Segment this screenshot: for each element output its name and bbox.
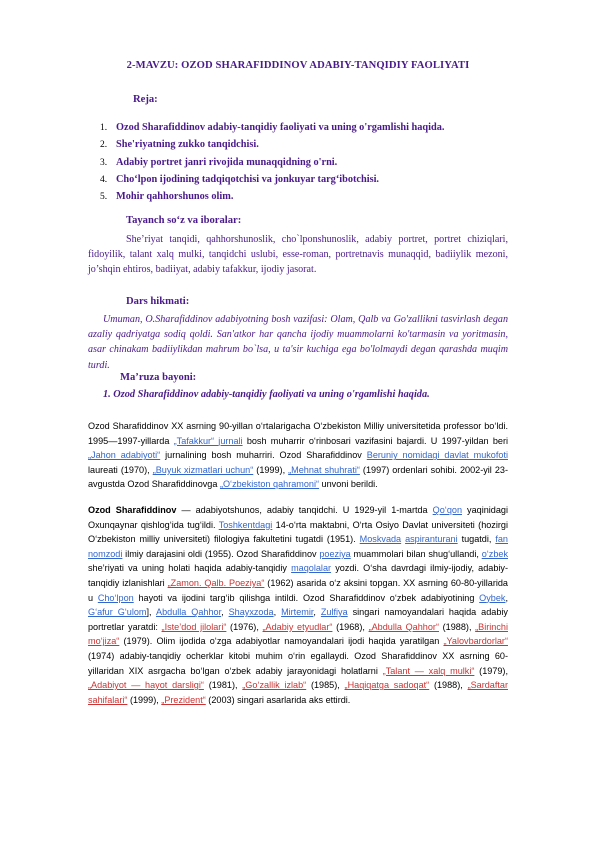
- link-zamon-qalb-poeziya[interactable]: „Zamon. Qalb. Poeziya“: [167, 577, 265, 588]
- text-run: laureati (1970),: [88, 464, 153, 475]
- plan-item: [100, 122, 520, 139]
- link-qoqon[interactable]: Qo‘qon: [432, 505, 462, 515]
- plan-item-text: Ozod Sharafiddinov adabiy-tanqidiy faoliyati va uning o'rgamlishi haqida.: [116, 122, 445, 133]
- text-run: 14-o‘rta maktabni, O‘rta Osiyo Davlat universiteti (hozirgi O‘zbekiston milliy universiteti) filologiya fakultetini tugatdi (1951).: [88, 519, 508, 545]
- text-run: — adabiyotshunos, adabiy tanqidchi. U 1929-yil 1-martda: [176, 505, 433, 515]
- biography-paragraph-2: [88, 503, 508, 707]
- text-run: (1988),: [438, 621, 476, 632]
- link-abdulla-qahhor-book[interactable]: „Abdulla Qahhor“: [368, 621, 439, 632]
- plan-item: [100, 157, 520, 174]
- text-run: (1997) ordenlari sohibi. 2002-yil 23-avgustda Ozod Sharafiddinovga: [88, 464, 508, 490]
- text-run: ,: [221, 607, 229, 618]
- text-run: (1988),: [429, 680, 468, 691]
- link-mehnat-shuhrati-order[interactable]: „Mehnat shuhrati“: [288, 464, 360, 475]
- plan-item-text: Mohir qahhorshunos olim.: [116, 191, 234, 203]
- link-adabiyot-hayot-darsligi[interactable]: „Adabiyot — hayot darsligi“: [88, 680, 204, 691]
- link-isteddod-jilolari[interactable]: „Iste’dod jilolari“: [161, 621, 227, 632]
- text-run: (1981),: [203, 680, 243, 691]
- link-maqolalar[interactable]: maqolalar: [291, 563, 332, 574]
- plan-item-text: Cho‘lpon ijodining tadqiqotchisi va jonkuyar targ‘ibotchisi.: [116, 173, 380, 185]
- text-run: ,: [273, 607, 282, 618]
- plan-item-number: 3.: [100, 157, 108, 168]
- text-run: (1979),: [474, 665, 508, 676]
- plan-heading: Reja:: [133, 94, 158, 105]
- text-run: yozdi. O‘sha davrdagi ilmiy-ijodiy, adabiy-tanqidiy izlanishlari: [88, 563, 508, 588]
- text-run: bosh muharrir o‘rinbosari vazifasini bajardi. U 1997-yildan beri: [242, 435, 509, 446]
- text-run: unvoni berildi.: [319, 479, 378, 490]
- link-toshkent[interactable]: Toshkentdagi: [218, 519, 273, 530]
- text-run: (1974) adabiy-tanqidiy ocherklar kitobi muhim o‘rin egallaydi. Ozod Sharafiddinov XX asrning 60-yillaridan XIX asrgacha bo‘lgan o‘zbek adabiy jarayonidagi holatlarni: [88, 650, 508, 676]
- text-run: (1985),: [306, 680, 345, 691]
- link-poeziya[interactable]: poeziya: [319, 548, 351, 559]
- text-run: ilmiy darajasini oldi (1955). Ozod Sharafiddinov: [122, 548, 320, 559]
- plan-list: [100, 122, 520, 208]
- text-run: ,: [313, 607, 321, 618]
- text-run: (1976),: [226, 621, 263, 632]
- link-sardaftar-sahifalari[interactable]: „Sardaftar sahifalari“: [88, 680, 508, 705]
- text-run: (1999),: [253, 464, 289, 475]
- link-talant-xalq-mulki[interactable]: „Talant — xalq mulki“: [382, 665, 475, 676]
- text-run: ],: [146, 607, 157, 618]
- subject-name: Ozod Sharafiddinov: [88, 505, 177, 515]
- link-zulfiya[interactable]: Zulfiya: [320, 607, 348, 618]
- text-run: (1962) asarida o‘z aksini topgan. XX asrning 60-80-yillarida u: [88, 577, 508, 603]
- plan-item: [100, 174, 520, 191]
- link-gozallik-izlab[interactable]: „Go‘zallik izlab“: [242, 680, 307, 691]
- link-oybek[interactable]: Oybek: [479, 592, 506, 603]
- link-yalovbardorlar[interactable]: „Yalovbardorlar“: [443, 636, 508, 647]
- plan-item-number: 5.: [100, 192, 108, 203]
- plan-item-text: She'riyatning zukko tanqidchisi.: [116, 139, 259, 151]
- link-beruniy-prize[interactable]: Beruniy nomidagi davlat mukofoti: [366, 450, 508, 461]
- text-run: (1999),: [127, 694, 162, 705]
- text-run: she’riyati va uning holati haqida adabiy-tanqidiy: [88, 563, 292, 574]
- biography-paragraph-1: [88, 419, 508, 492]
- link-ozbekiston-qahramoni[interactable]: „O‘zbekiston qahramoni“: [219, 479, 320, 490]
- link-abdulla-qahhor[interactable]: Abdulla Qahhor: [156, 607, 222, 618]
- plan-item-text: Adabiy portret janri rivojida munaqqidning o'rni.: [116, 156, 338, 168]
- plan-item-number: 1.: [100, 123, 108, 133]
- keywords-text: She’riyat tanqidi, qahhorshunoslik, cho`lponshunoslik, adabiy portret, portret chiziqlari, fidoyilik, talant xalq mulki, tanqidchi uslubi, esse-roman, portretnavis munaqqid, badiiylik mezoni, jo’shqin ehtiros, badiiyat, adabiy tafakkur, ijodiy jasorat.: [88, 234, 508, 276]
- lesson-wisdom-text: Umuman, O.Sharafiddinov adabiyotning bosh vazifasi: Olam, Qalb va Go'zallikni tasvirlash degan azaliy qadriyatga sodiq qoldi. San'atkor har qancha ijodiy muammolarni ko'tarmasin va yoritmasin, asar chinakam badiiylikdan mahrum bo`lsa, u ta'sir kuchiga ega bo'lolmaydi degan qarashda muqim turdi.: [88, 314, 508, 371]
- plan-item: [100, 191, 520, 208]
- text-run: muammolari bilan shug‘ullandi,: [350, 548, 482, 559]
- lecture-subheading: 1. Ozod Sharafiddinov adabiy-tanqidiy faoliyati va uning o'rgamlishi haqida.: [103, 389, 430, 400]
- link-moskva[interactable]: Moskvada: [359, 534, 402, 545]
- link-fan-nomzodi[interactable]: fan nomzodi: [88, 534, 508, 559]
- text-run: (1979). Olim ijodida o‘zga adabiyotlar namoyandalari ijodi haqida yaratilgan: [119, 636, 444, 647]
- plan-item: [100, 139, 520, 156]
- link-buyuk-xizmatlari-order[interactable]: „Buyuk xizmatlari uchun“: [152, 464, 254, 475]
- link-haqiqatga-sadoqat[interactable]: „Haqiqatga sadoqat“: [344, 680, 430, 691]
- link-ozbek[interactable]: o‘zbek: [481, 548, 509, 559]
- text-run: (2003) singari asarlarida aks ettirdi.: [205, 694, 351, 705]
- link-tafakkur-journal[interactable]: „Tafakkur“ jurnali: [173, 435, 243, 446]
- text-run: jurnalining bosh muharriri. Ozod Sharafiddinov: [160, 450, 367, 461]
- text-run: Ozod Sharafiddinov XX asrning 90-yillan o‘rtalarigacha O‘zbekiston Milliy universitetida professor bo‘ldi. 1995—1997-yillarda: [88, 421, 508, 446]
- link-cholpon[interactable]: Cho‘lpon: [97, 592, 134, 603]
- plan-item-number: 2.: [100, 140, 108, 151]
- link-birinchi-mojiza[interactable]: „Birinchi mo‘jiza“: [88, 621, 508, 647]
- text-run: hayoti va ijodini targ‘ib qilishga intildi. Ozod Sharafiddinov o‘zbek adabiyotining: [133, 592, 480, 603]
- link-adabiy-etyudlar[interactable]: „Adabiy etyudlar“: [262, 621, 333, 632]
- text-run: ,: [505, 592, 508, 603]
- link-shayxzoda[interactable]: Shayxzoda: [228, 607, 274, 618]
- keywords-heading: Tayanch so‘z va iboralar:: [126, 215, 242, 226]
- text-run: tugatdi,: [457, 534, 496, 545]
- plan-item-number: 4.: [100, 174, 108, 185]
- link-jahon-adabiyoti[interactable]: „Jahon adabiyoti“: [88, 450, 161, 461]
- link-mirtemir[interactable]: Mirtemir: [281, 607, 314, 618]
- link-aspirantura[interactable]: aspiranturani: [405, 534, 458, 545]
- link-prezident[interactable]: „Prezident“: [161, 694, 206, 705]
- text-run: singari namoyandalari haqida adabiy portretlar yaratdi:: [88, 607, 508, 632]
- lecture-heading: Ma’ruza bayoni:: [120, 372, 197, 383]
- page-title: 2-MAVZU: OZOD SHARAFIDDINOV ADABIY-TANQIDIY FAOLIYATI: [126, 60, 470, 71]
- text-run: (1968),: [332, 621, 369, 632]
- text-run: yaqinidagi Oxunqaynar qishlog‘ida tug‘ildi.: [88, 505, 509, 530]
- link-gafur-gulom[interactable]: G‘afur G‘ulom: [88, 607, 147, 618]
- lesson-wisdom-heading: Dars hikmati:: [126, 296, 190, 307]
